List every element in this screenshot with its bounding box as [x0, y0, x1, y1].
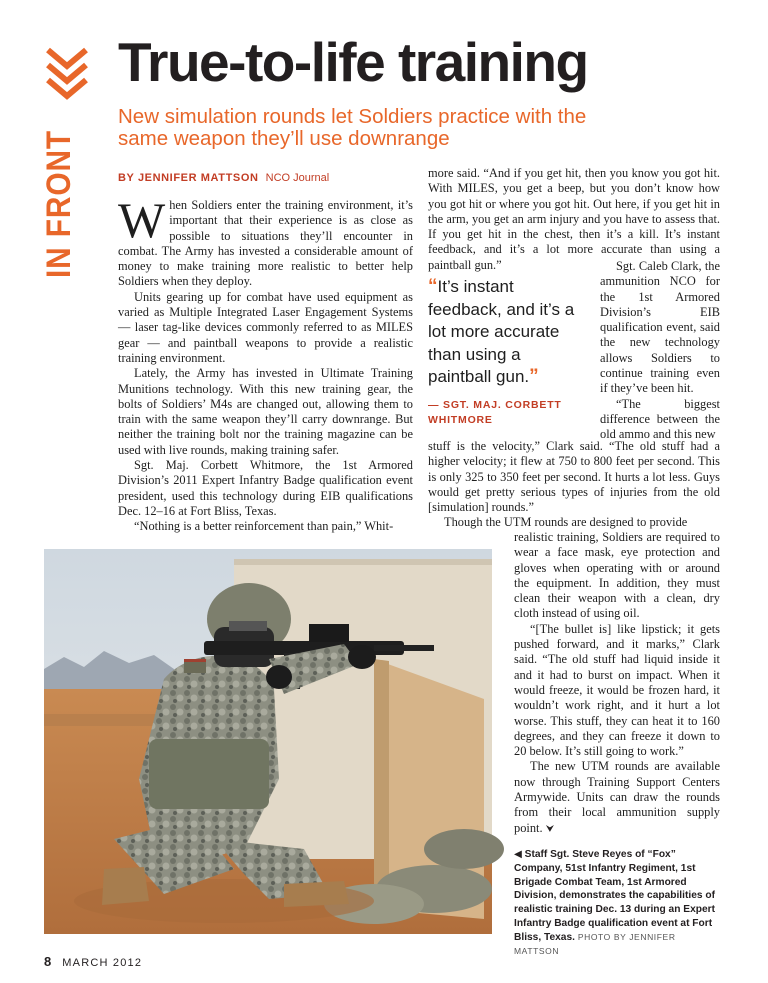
pull-quote-text-wrap [428, 276, 588, 389]
body-text: The new UTM rounds are available now through Training Support Centers Armywide. Units can draw the rounds from their local ammunition supply point. [514, 759, 720, 835]
body-paragraph: more said. “And if you get hit, then you know you got hit. With MILES, you get a beep, but you don’t know how you got hit or where you got hit. Out here, if you get hit in the arm, you get an arm injury and you have to assess that. If you get hit in the chest, then it’s a kill. It’s instant feedback, and it’s a lot more accurate than using a paintball gun.” [428, 166, 720, 272]
pull-quote [428, 276, 588, 428]
body-paragraph: “The biggest difference between the old ammo and this new [600, 396, 720, 442]
body-text: hen Soldiers enter the training environment, it’s important that their experience is as close as possible to situations they’ll encounter in combat. The Army has invested a considerable amount of money to make training more realistic to better help Soldiers when they deploy. [118, 198, 413, 289]
close-quote-icon: ” [529, 366, 539, 387]
body-paragraph: Though the UTM rounds are designed to provide [444, 515, 688, 530]
article-column-2-narrow [514, 530, 720, 837]
photo-caption [514, 848, 722, 958]
soldier-photo [44, 549, 492, 934]
pull-quote-text: It’s instant feedback, and it’s a lot more accurate than using a paintball gun. [428, 277, 575, 386]
body-paragraph: Sgt. Caleb Clark, the ammunition NCO for the 1st Armored Division’s EIB qualification event, said the new technology allows Soldiers to continue training even if they’ve been hit. [600, 259, 720, 396]
drop-cap: W [118, 192, 166, 248]
byline [118, 172, 329, 184]
body-paragraph: realistic training, Soldiers are required to wear a face mask, eye protection and gloves when operating with or around the equipment. In addition, they must clean their weapon with a clean, dry cloth instead of using oil. [514, 530, 720, 621]
chevron-down-icon [44, 46, 90, 106]
section-label [40, 109, 78, 284]
body-paragraph: “[The bullet is] like lipstick; it gets pushed forward, and it marks,” Clark said. “The old stuff had liquid inside it and it had to burst on impact. When it would freeze, it would be frozen hard, it wouldn’t work right, and it hurt a lot worse. This stuff, they can heat it to 160 degrees, and they can freeze it down to 20 below. It’s still going to work.” [514, 621, 720, 759]
article-title: True-to-life training [118, 31, 588, 93]
photo-credit: PHOTO BY JENNIFER MATTSON [514, 931, 676, 956]
article-subtitle: New simulation rounds let Soldiers practice with the same weapon they’ll use downrange [118, 105, 587, 150]
body-paragraph [118, 192, 413, 290]
issue-date: MARCH 2012 [62, 957, 143, 969]
body-paragraph: stuff is the velocity,” Clark said. “The old stuff had a higher velocity; it flew at 750 to 800 feet per second. This is only 325 to 350 feet per second. It hurts a lot less. Guys would get pretty serious types of injuries from the old [simulation] rounds.” [428, 439, 720, 515]
section-tab [40, 46, 90, 278]
body-paragraph: Lately, the Army has invested in Ultimate Training Munitions technology. With this new training gear, the bolts of Soldiers’ M4s are changed out, allowing them to train with the same weapon they’ll carry downrange. But neither the training bolt nor the training magazine can be used with live rounds, making training safer. [118, 366, 413, 457]
byline-author: BY JENNIFER MATTSON [118, 172, 259, 184]
pull-quote-attribution: — SGT. MAJ. CORBETT WHITMORE [428, 398, 562, 426]
body-paragraph: “Nothing is a better reinforcement than pain,” Whit- [134, 519, 394, 534]
section-label-text: IN FRONT [40, 109, 78, 278]
body-paragraph: Sgt. Maj. Corbett Whitmore, the 1st Armored Division’s 2011 Expert Infantry Badge qualification event president, used this technology during EIB qualifications Dec. 12–16 at Fort Bliss, Texas. [118, 458, 413, 518]
body-paragraph: Units gearing up for combat have used equipment as varied as Multiple Integrated Laser Engagement Systems — laser tag-like devices commonly referred to as MILES gear — and paintball weapons to provide a realistic training environment. [118, 289, 413, 365]
byline-publication: NCO Journal [265, 172, 330, 184]
body-paragraph [514, 759, 720, 836]
article-column-2-full [428, 439, 720, 531]
article-column-2-side [600, 259, 720, 443]
page-number: 8 [44, 954, 52, 969]
article-column-2-top [428, 166, 720, 273]
article-column-1 [118, 192, 413, 535]
end-mark-icon: ⮟ [545, 823, 555, 835]
open-quote-icon: “ [428, 276, 438, 297]
page-footer [44, 954, 142, 969]
article-photo [44, 549, 492, 934]
caption-text: ◀ Staff Sgt. Steve Reyes of “Fox” Company, 51st Infantry Regiment, 1st Brigade Combat Team, 1st Armored Division, demonstrates the capabilities of realistic training Dec. 13 during an Expert Infantry Badge qualification event at Fort Bliss, Texas. [514, 849, 715, 943]
